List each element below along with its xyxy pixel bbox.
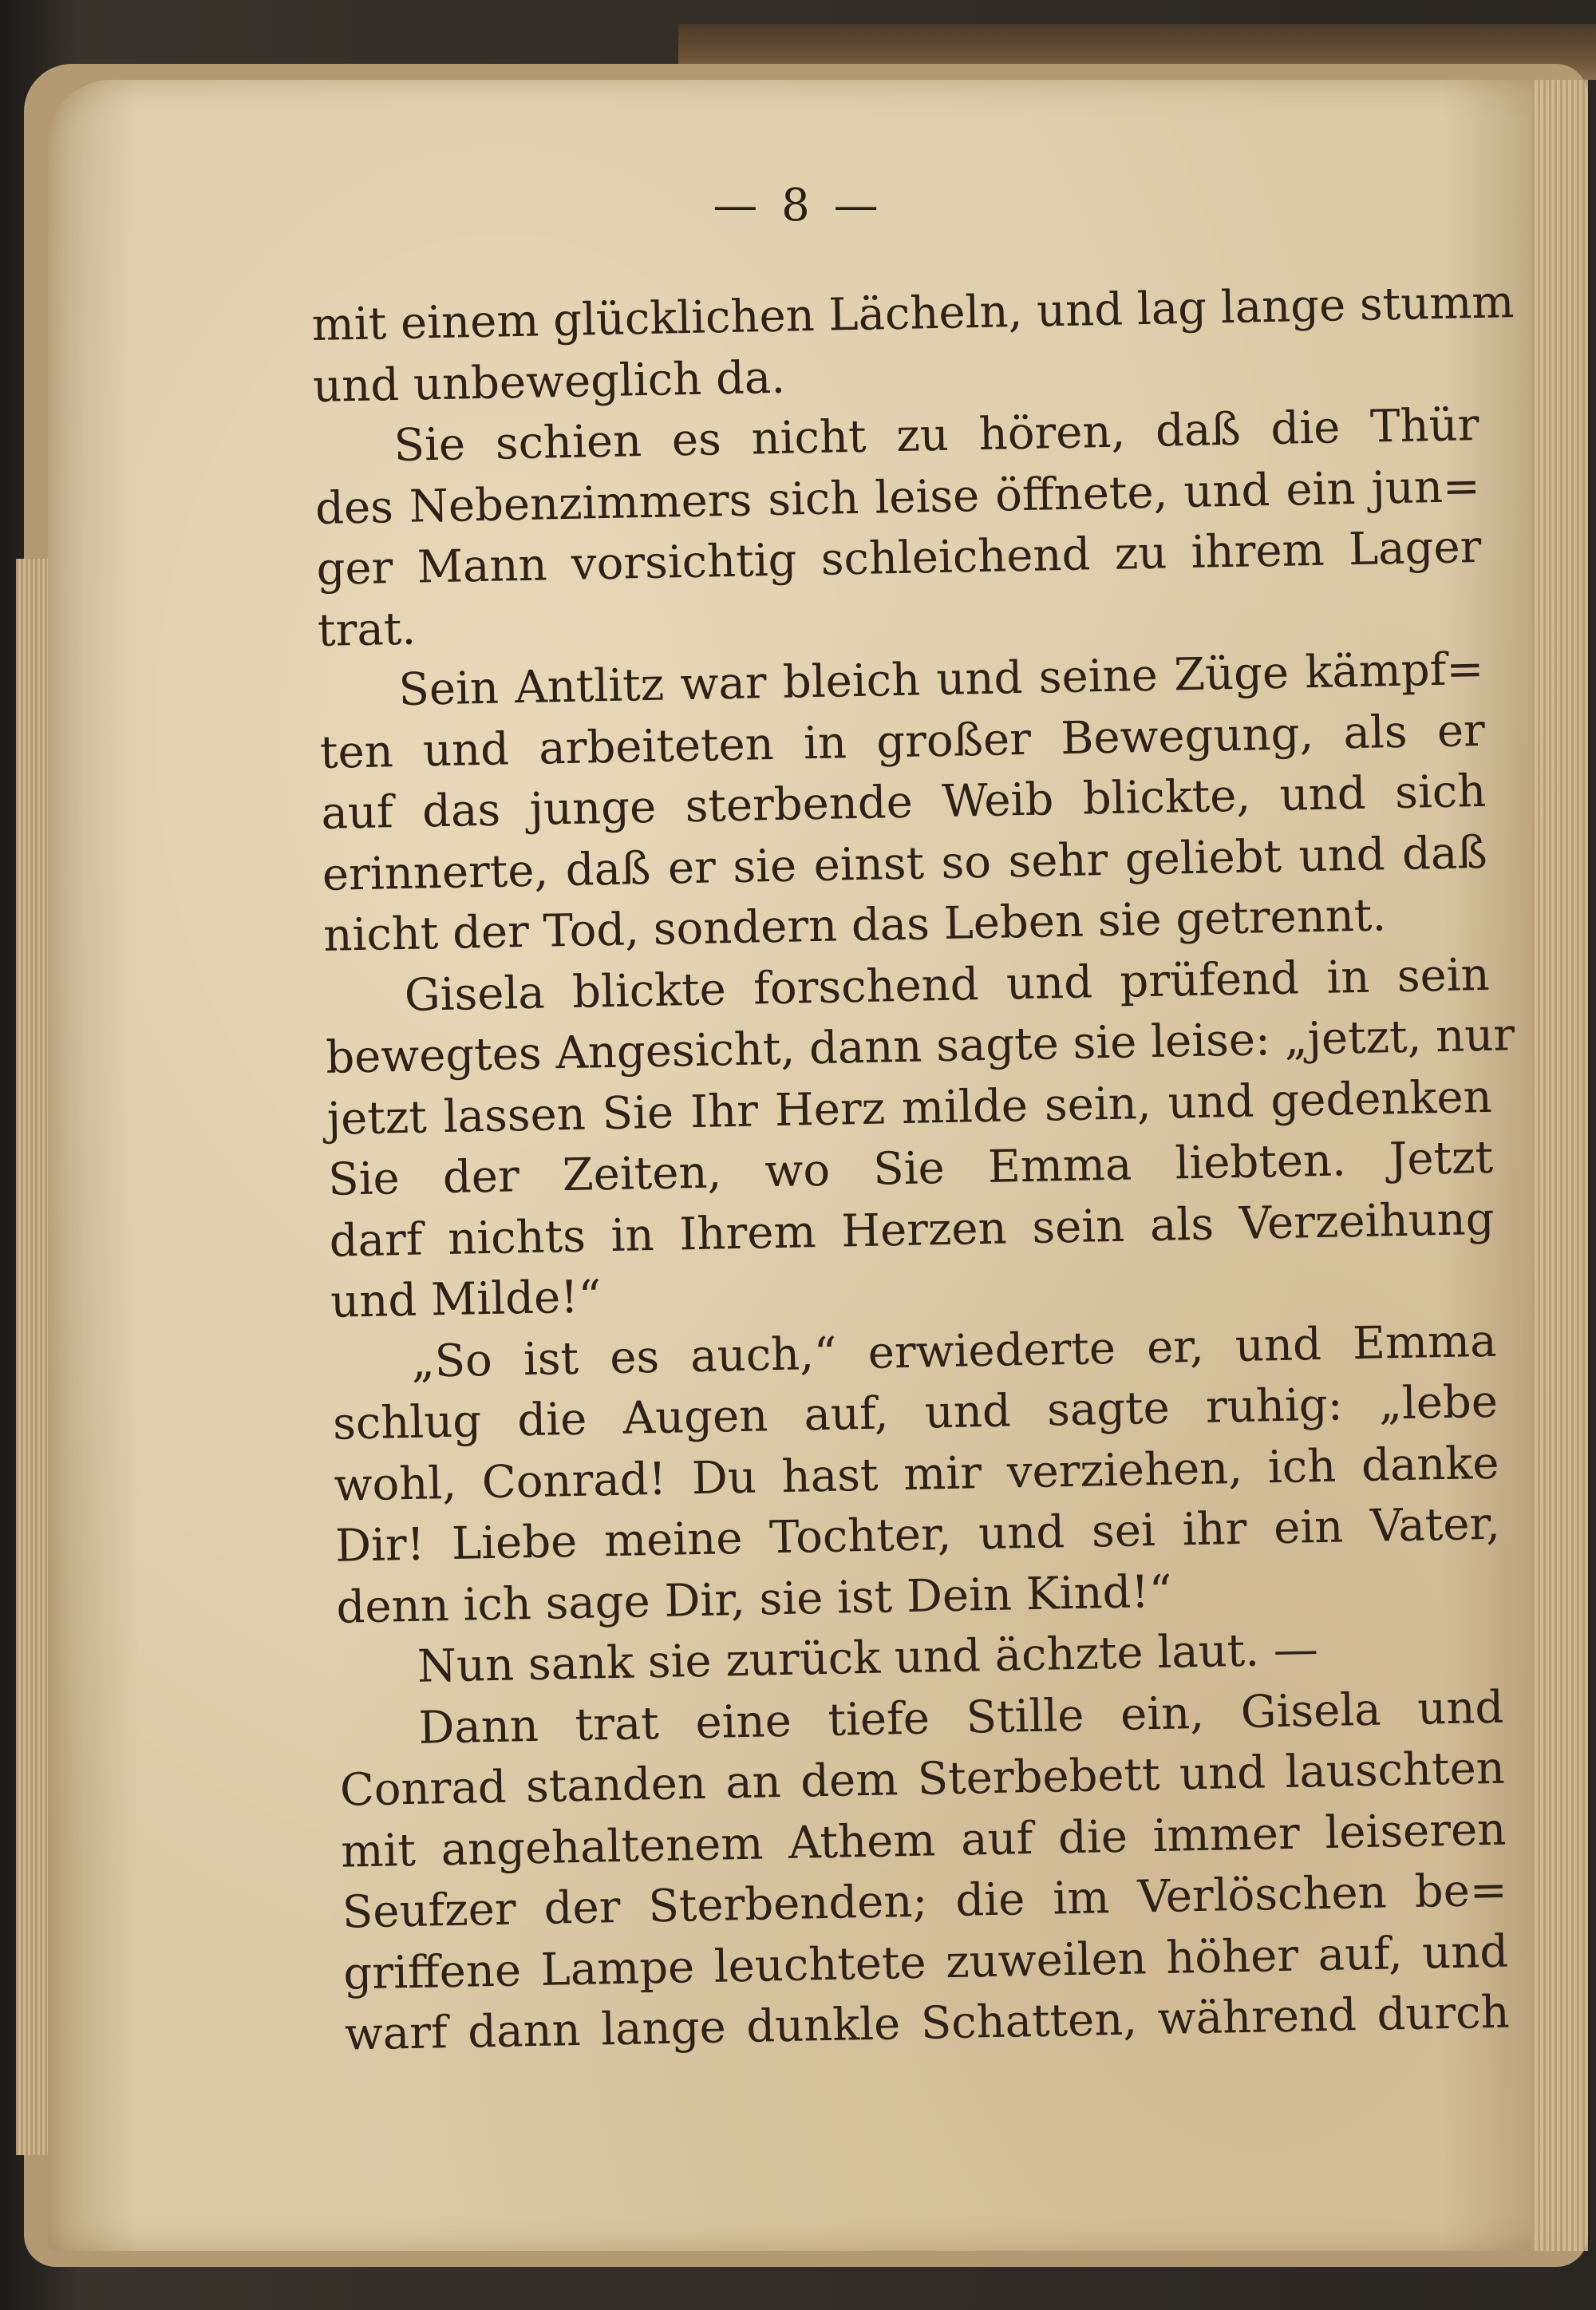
text-line: erinnerte, daß er sie einst so sehr geliebt und daß <box>322 826 1488 901</box>
text-line: Sie schien es nicht zu hören, daß die Thür <box>393 398 1480 473</box>
text-line: Gisela blickte forschend und prüfend in sein <box>404 948 1491 1022</box>
text-line: des Nebenzimmers sich leise öffnete, und ein jun= <box>314 460 1481 535</box>
text-line: jetzt lassen Sie Ihr Herz milde sein, und gedenken <box>326 1070 1493 1145</box>
text-line: Seufzer der Sterbenden; die im Verlöschen be= <box>342 1864 1508 1939</box>
text-line: und unbeweglich da. <box>312 351 786 413</box>
text-line: ger Mann vorsichtig schleichend zu ihrem Lager <box>315 520 1482 595</box>
text-line: Conrad standen an dem Sterbebett und lauschten <box>339 1742 1506 1817</box>
text-line: denn ich sage Dir, sie ist Dein Kind!“ <box>335 1565 1173 1634</box>
text-line: ten und arbeiteten in großer Bewegung, als er <box>319 704 1486 779</box>
text-line: trat. <box>317 603 417 657</box>
text-line: warf dann lange dunkle Schatten, während durch <box>344 1986 1511 2061</box>
text-line: wohl, Conrad! Du hast mir verziehen, ich danke <box>333 1437 1499 1512</box>
text-line: auf das junge sterbende Weib blickte, und sich <box>320 765 1487 840</box>
text-line: mit angehaltenem Athem auf die immer leiseren <box>340 1803 1507 1878</box>
text-line: Dir! Liebe meine Tochter, und sei ihr ein Vater, <box>334 1497 1501 1572</box>
text-line: griffene Lampe leuchtete zuweilen höher auf, und <box>342 1925 1509 2000</box>
text-line: Sein Antlitz war bleich und seine Züge kämpf= <box>397 643 1484 716</box>
text-line: schlug die Augen auf, und sagte ruhig: „lebe <box>332 1375 1499 1450</box>
text-line: bewegtes Angesicht, dann sagte sie leise: „jetzt, nur <box>325 1009 1515 1084</box>
right-page-edges <box>1532 80 1588 2251</box>
text-line: Dann trat eine tiefe Stille ein, Gisela und <box>417 1681 1504 1754</box>
text-line: und Milde!“ <box>330 1271 602 1328</box>
text-line: „So ist es auch,“ erwiederte er, und Emma <box>411 1315 1498 1388</box>
text-line: Nun sank sie zurück und ächzte laut. — <box>417 1624 1319 1693</box>
page-text <box>311 273 1515 2066</box>
text-line: darf nichts in Ihrem Herzen sein als Verzeihung <box>329 1193 1495 1268</box>
page-number: — 8 — <box>713 180 883 231</box>
text-line: mit einem glücklichen Lächeln, und lag lange stumm <box>311 276 1515 351</box>
text-line: Sie der Zeiten, wo Sie Emma liebten. Jetzt <box>327 1131 1494 1206</box>
text-line: nicht der Tod, sondern das Leben sie getrennt. <box>322 889 1387 962</box>
